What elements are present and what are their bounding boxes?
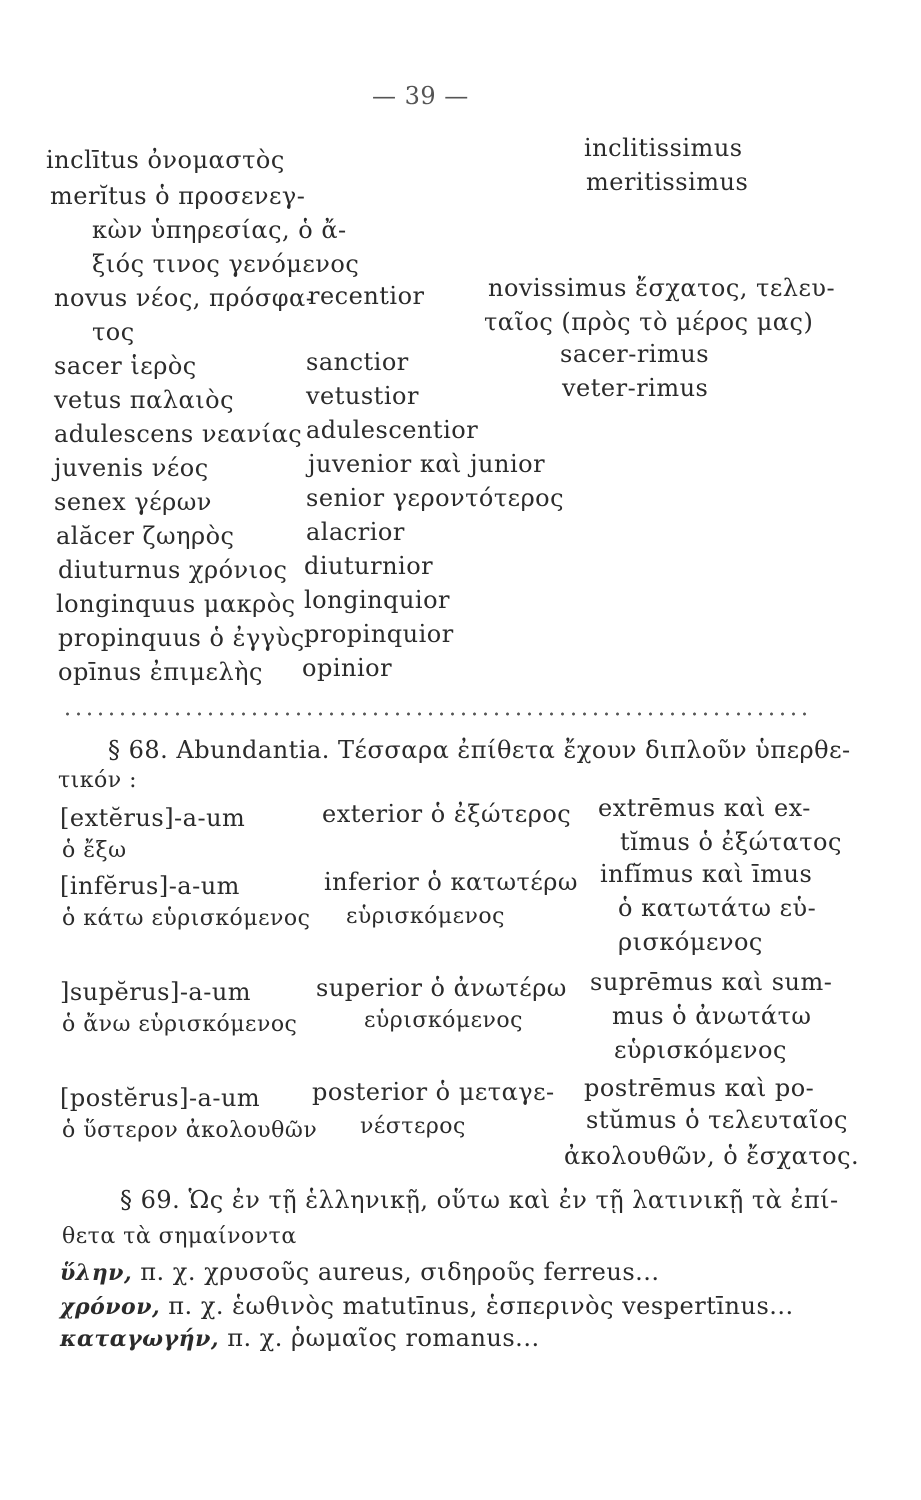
list-item [60,1294,794,1318]
section-69-heading-cont: θετα τὰ σημαίνοντα [62,1224,297,1249]
list-item-label: ὕλην, [60,1260,133,1286]
table-row-positive: novus νέος, πρόσφα- [54,284,315,312]
table-row-positive: diuturnus χρόνιος [58,556,288,584]
abundantia-positive-gloss: ὁ ἔξω [62,838,127,863]
abundantia-positive: ]supĕrus]-a-um [60,978,252,1006]
table-row-positive: κὼν ὑπηρεσίας, ὁ ἄ- [92,216,347,244]
dotted-separator [62,712,808,716]
table-row-positive: adulescens νεανίας [54,420,303,448]
table-row-positive: propinquus ὁ ἐγγὺς [58,624,305,652]
table-row-positive: longinquus μακρὸς [56,590,296,618]
abundantia-positive-gloss: ὁ κάτω εὑρισκόμενος [62,906,311,931]
section-69-heading: § 69. Ὡς ἐν τῇ ἑλληνικῇ, οὕτω καὶ ἐν τῇ λατινικῇ τὰ ἐπί- [120,1186,839,1214]
table-row-comparative: opinior [302,654,393,682]
table-row-superlative: sacer-rimus [560,340,710,368]
table-row-comparative: recentior [308,282,425,310]
table-row-comparative: vetustior [306,382,419,410]
abundantia-superlative: ρισκόμενος [618,928,763,956]
abundantia-superlative: infĭmus καὶ īmus [600,860,813,888]
list-item-text: π. χ. χρυσοῦς aureus, σιδηροῦς ferreus... [140,1258,660,1286]
abundantia-superlative: ἀκολουθῶν, ὁ ἔσχατος. [564,1142,860,1170]
abundantia-comparative: νέστερος [360,1114,466,1139]
table-row-positive: vetus παλαιὸς [54,386,235,414]
section-68-heading: § 68. Abundantia. Τέσσαρα ἐπίθετα ἔχουν διπλοῦν ὑπερθε- [108,736,851,764]
abundantia-superlative: suprēmus καὶ sum- [590,968,833,996]
table-row-positive: ξιός τινος γενόμενος [92,250,360,278]
table-row-comparative: adulescentior [306,416,479,444]
table-row-positive: opīnus ἐπιμελὴς [58,658,263,686]
table-row-comparative: senior γεροντότερος [306,484,565,512]
abundantia-superlative: extrēmus καὶ ex- [598,794,811,822]
table-row-positive: senex γέρων [54,488,212,516]
list-item [60,1260,660,1284]
abundantia-superlative: postrēmus καὶ po- [584,1074,815,1102]
abundantia-positive-gloss: ὁ ἄνω εὑρισκόμενος [62,1012,298,1037]
section-68-heading-cont: τικόν : [58,768,138,793]
abundantia-positive: [infĕrus]-a-um [60,872,240,900]
abundantia-positive: [postĕrus]-a-um [60,1084,261,1112]
list-item-label: χρόνον, [60,1294,161,1320]
table-row-comparative: propinquior [304,620,454,648]
table-row-superlative: veter-rimus [562,374,709,402]
table-row-superlative: ταῖος (πρὸς τὸ μέρος μας) [484,308,814,336]
list-item-text: π. χ. ῥωμαῖος romanus... [227,1324,540,1352]
list-item-text: π. χ. ἑωθινὸς matutīnus, ἑσπερινὸς vespertīnus... [168,1292,794,1320]
list-item [60,1326,540,1350]
abundantia-superlative: stŭmus ὁ τελευταῖος [586,1106,848,1134]
abundantia-superlative: mus ὁ ἀνωτάτω [612,1002,812,1030]
table-row-positive: merĭtus ὁ προσενεγ- [50,182,306,210]
abundantia-comparative: εὑρισκόμενος [364,1008,523,1033]
abundantia-positive: [extĕrus]-a-um [60,804,246,832]
abundantia-comparative: superior ὁ ἀνωτέρω [316,974,567,1002]
abundantia-comparative: exterior ὁ ἐξώτερος [322,800,572,828]
table-row-positive: sacer ἱερὸς [54,352,197,380]
table-row-superlative: novissimus ἔσχατος, τελευ- [488,274,836,302]
table-row-positive: τος [92,318,135,346]
table-row-superlative: meritissimus [586,168,749,196]
table-row-positive: alăcer ζωηρὸς [56,522,235,550]
table-row-comparative: diuturnior [304,552,434,580]
abundantia-comparative: posterior ὁ μεταγε- [312,1078,555,1106]
table-row-comparative: alacrior [306,518,405,546]
list-item-label: καταγωγήν, [60,1326,220,1352]
abundantia-superlative: εὑρισκόμενος [614,1036,787,1064]
table-row-positive: juvenis νέος [54,454,209,482]
table-row-positive: inclītus ὀνομαστὸς [46,146,285,174]
table-row-superlative: inclitissimus [584,134,743,162]
abundantia-positive-gloss: ὁ ὕστερον ἀκολουθῶν [62,1118,318,1143]
abundantia-comparative: εὑρισκόμενος [346,904,505,929]
table-row-comparative: sanctior [306,348,409,376]
table-row-comparative: juvenior καὶ junior [308,450,546,478]
abundantia-superlative: ὁ κατωτάτω εὑ- [618,894,817,922]
table-row-comparative: longinquior [304,586,450,614]
abundantia-superlative: tĭmus ὁ ἐξώτατος [620,828,842,856]
abundantia-comparative: inferior ὁ κατωτέρω [324,868,578,896]
page-number: — 39 — [372,82,469,110]
